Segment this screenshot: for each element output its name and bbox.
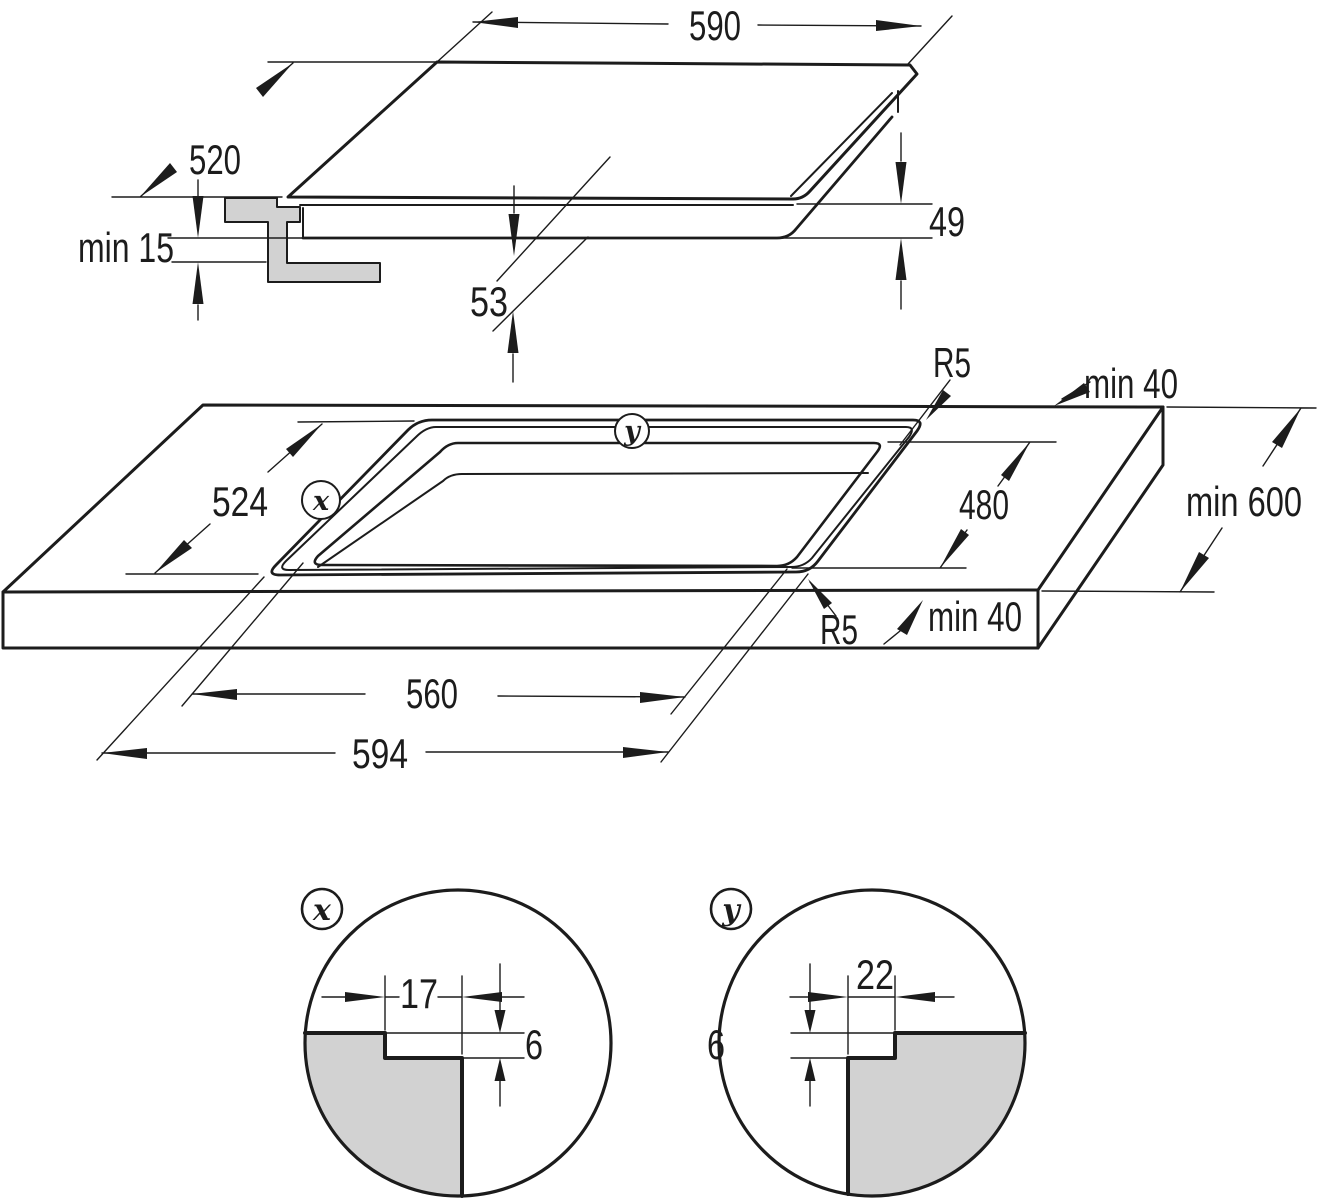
clearance-front-label: min 40 xyxy=(928,593,1022,640)
detail-y-label: y xyxy=(722,893,740,928)
arrow-49-up xyxy=(896,238,907,280)
dim-6-x-label: 6 xyxy=(525,1021,543,1068)
arrow-min40-front xyxy=(897,600,923,635)
arrow-560-left xyxy=(192,689,237,700)
arrow-49-down xyxy=(896,162,907,204)
arrow-560-right xyxy=(640,692,685,703)
arrow-min15-down xyxy=(193,196,204,238)
arrow-min600-top xyxy=(1272,408,1301,448)
hob-isometric-view xyxy=(78,2,965,382)
dim-594-label: 594 xyxy=(352,730,408,777)
dim-520-label: 520 xyxy=(189,136,241,183)
arrow-min600-bottom xyxy=(1180,552,1209,592)
dim-17-label: 17 xyxy=(400,970,438,1017)
arrow-53-up xyxy=(508,311,519,353)
arrow-min15-up xyxy=(193,262,204,304)
dim-min15-label: min 15 xyxy=(78,224,174,271)
arrow-590-right xyxy=(876,20,921,31)
arrow-520-bottom xyxy=(140,163,177,197)
arrow-594-left xyxy=(102,748,147,759)
clearance-back-label: min 40 xyxy=(1084,360,1178,407)
detail-x-view xyxy=(302,889,611,1196)
radius-r5-front-label: R5 xyxy=(820,606,858,653)
dim-590-label: 590 xyxy=(689,2,741,49)
detail-x-label: x xyxy=(313,893,331,928)
marker-x-letter: x xyxy=(312,486,330,517)
dim-480-label: 480 xyxy=(959,481,1009,528)
detail-y-view xyxy=(707,889,1025,1196)
worktop-front-face xyxy=(3,590,1038,648)
worktop-depth-label: min 600 xyxy=(1186,478,1302,525)
hob-glass-top xyxy=(288,62,917,199)
radius-r5-back-label: R5 xyxy=(933,339,971,386)
marker-y-letter: y xyxy=(624,416,640,447)
arrow-53-down xyxy=(509,214,520,256)
dim-6-y-label: 6 xyxy=(707,1021,725,1068)
dim-524-label: 524 xyxy=(212,478,268,525)
dim-53-label: 53 xyxy=(470,278,508,325)
dim-560-label: 560 xyxy=(406,670,458,717)
arrow-590-left xyxy=(473,17,518,28)
arrow-594-right xyxy=(623,747,668,758)
dim-22-label: 22 xyxy=(856,951,894,998)
worktop-cutout-view xyxy=(3,339,1316,777)
dim-49-label: 49 xyxy=(929,198,965,245)
arrow-520-top xyxy=(256,63,293,97)
